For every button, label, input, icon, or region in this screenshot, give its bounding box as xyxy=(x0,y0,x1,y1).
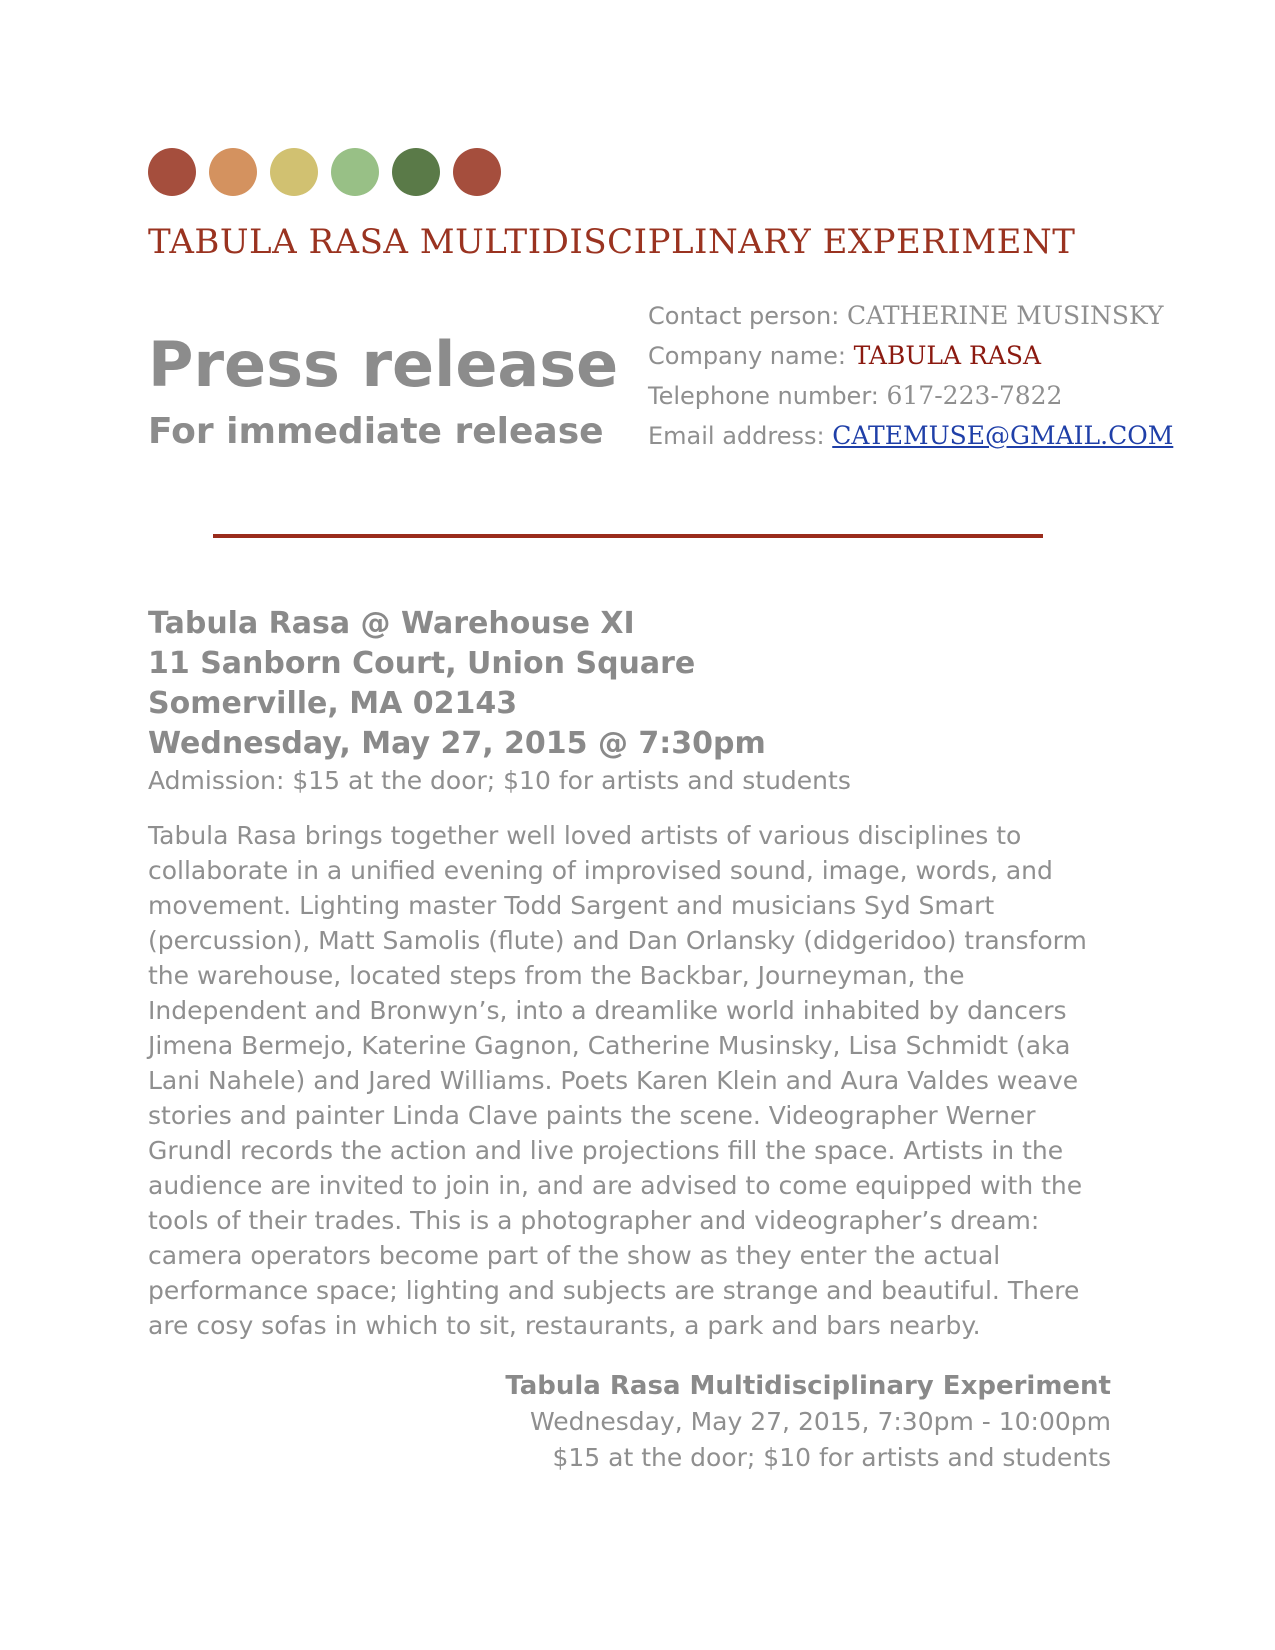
event-street: 11 Sanborn Court, Union Square xyxy=(148,646,696,681)
email-link[interactable]: CATEMUSE@GMAIL.COM xyxy=(832,421,1174,450)
event-datetime: Wednesday, May 27, 2015 @ 7:30pm xyxy=(148,726,766,761)
body-line: Grundl records the action and live projections fill the space. Artists in the xyxy=(148,1136,1064,1165)
event-admission: Admission: $15 at the door; $10 for artists and students xyxy=(148,766,851,795)
logo-dot-4 xyxy=(331,148,379,196)
body-paragraph xyxy=(148,818,1098,1343)
contact-person-value: CATHERINE MUSINSKY xyxy=(847,301,1164,330)
logo-dot-6 xyxy=(453,148,501,196)
body-line: Tabula Rasa brings together well loved artists of various disciplines to xyxy=(148,821,1022,850)
contact-block xyxy=(648,296,1173,456)
event-venue: Tabula Rasa @ Warehouse XI xyxy=(148,606,635,641)
body-line: camera operators become part of the show as they enter the actual xyxy=(148,1241,1001,1270)
divider-rule xyxy=(213,534,1043,538)
telephone-value: 617-223-7822 xyxy=(886,381,1063,410)
email-row xyxy=(648,416,1173,456)
body-line: Lani Nahele) and Jared Williams. Poets Karen Klein and Aura Valdes weave xyxy=(148,1066,1079,1095)
logo-dots xyxy=(148,148,501,196)
telephone-label: Telephone number: xyxy=(648,382,879,410)
logo-dot-3 xyxy=(270,148,318,196)
event-details xyxy=(148,604,851,798)
event-city: Somerville, MA 02143 xyxy=(148,686,518,721)
body-line: (percussion), Matt Samolis (flute) and Dan Orlansky (didgeridoo) transform xyxy=(148,926,1087,955)
logo-dot-5 xyxy=(392,148,440,196)
body-line: movement. Lighting master Todd Sargent and musicians Syd Smart xyxy=(148,891,995,920)
contact-person-row xyxy=(648,296,1173,336)
footer-date: Wednesday, May 27, 2015, 7:30pm - 10:00pm xyxy=(529,1407,1111,1436)
body-line: tools of their trades. This is a photographer and videographer’s dream: xyxy=(148,1206,1040,1235)
telephone-row xyxy=(648,376,1173,416)
company-name-label: Company name: xyxy=(648,342,846,370)
footer-price: $15 at the door; $10 for artists and students xyxy=(552,1443,1111,1472)
logo-dot-2 xyxy=(209,148,257,196)
body-line: the warehouse, located steps from the Backbar, Journeyman, the xyxy=(148,961,965,990)
footer-title: Tabula Rasa Multidisciplinary Experiment xyxy=(505,1371,1111,1401)
company-name-value: TABULA RASA xyxy=(853,341,1042,370)
press-release-title: Press release xyxy=(148,328,619,401)
contact-person-label: Contact person: xyxy=(648,302,840,330)
body-line: collaborate in a unified evening of improvised sound, image, words, and xyxy=(148,856,1053,885)
body-line: Jimena Bermejo, Katerine Gagnon, Catherine Musinsky, Lisa Schmidt (aka xyxy=(148,1031,1071,1060)
body-line: Independent and Bronwyn’s, into a dreamlike world inhabited by dancers xyxy=(148,996,1067,1025)
email-label: Email address: xyxy=(648,422,825,450)
body-line: are cosy sofas in which to sit, restaurants, a park and bars nearby. xyxy=(148,1311,981,1340)
organization-title: TABULA RASA MULTIDISCIPLINARY EXPERIMENT xyxy=(148,222,1076,262)
body-line: stories and painter Linda Clave paints the scene. Videographer Werner xyxy=(148,1101,1036,1130)
logo-dot-1 xyxy=(148,148,196,196)
company-name-row xyxy=(648,336,1173,376)
body-line: performance space; lighting and subjects are strange and beautiful. There xyxy=(148,1276,1080,1305)
body-line: audience are invited to join in, and are advised to come equipped with the xyxy=(148,1171,1083,1200)
press-release-subtitle: For immediate release xyxy=(148,411,604,452)
footer-summary xyxy=(505,1368,1111,1476)
